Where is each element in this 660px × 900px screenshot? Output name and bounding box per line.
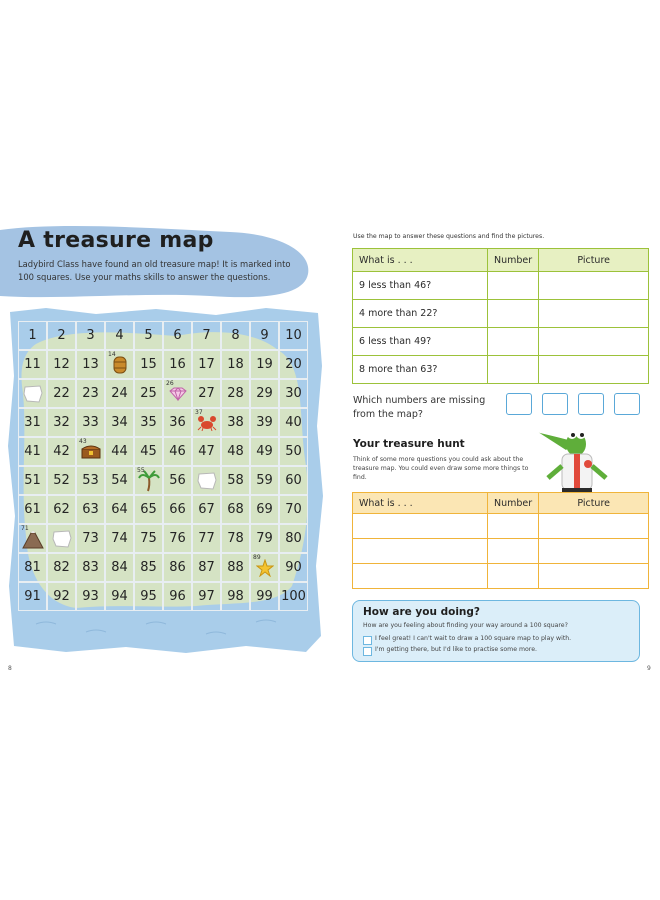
grid-cell: 93 xyxy=(76,582,105,611)
grid-cell: 85 xyxy=(134,553,163,582)
table-row xyxy=(353,356,649,384)
header-number: Number xyxy=(488,493,539,514)
missing-numbers-question xyxy=(353,394,485,422)
grid-cell: 84 xyxy=(105,553,134,582)
page-title: A treasure map xyxy=(18,228,214,253)
grid-cell: 49 xyxy=(250,437,279,466)
grid-cell: 16 xyxy=(163,350,192,379)
treasure-hunt-heading: Your treasure hunt xyxy=(353,438,465,450)
grid-cell: 2 xyxy=(47,321,76,350)
grid-cell: 51 xyxy=(18,466,47,495)
grid-cell: 24 xyxy=(105,379,134,408)
question-text: 8 more than 63? xyxy=(353,356,488,384)
grid-cell: 48 xyxy=(221,437,250,466)
page-number-left: 8 xyxy=(8,665,12,672)
grid-cell: 46 xyxy=(163,437,192,466)
grid-cell: 76 xyxy=(163,524,192,553)
grid-cell: 50 xyxy=(279,437,308,466)
grid-cell: 11 xyxy=(18,350,47,379)
treasure-hunt-text: Think of some more questions you could ask about the treasure map. You could even draw some more things to find. xyxy=(353,456,529,481)
grid-cell: 18 xyxy=(221,350,250,379)
grid-cell: 35 xyxy=(134,408,163,437)
table-row xyxy=(353,300,649,328)
picture-number-label: 26 xyxy=(166,380,174,387)
table-row xyxy=(353,272,649,300)
missing-question-line-2: from the map? xyxy=(353,409,423,420)
question-text: 6 less than 49? xyxy=(353,328,488,356)
table-row xyxy=(353,328,649,356)
grid-cell: 100 xyxy=(279,582,308,611)
grid-cell: 30 xyxy=(279,379,308,408)
barrel-icon xyxy=(112,356,128,374)
grid-cell: 59 xyxy=(250,466,279,495)
table-row xyxy=(353,514,649,539)
grid-cell: 98 xyxy=(221,582,250,611)
grid-cell: 68 xyxy=(221,495,250,524)
grid-cell: 38 xyxy=(221,408,250,437)
questions-table xyxy=(352,248,649,384)
page-number-right: 9 xyxy=(647,665,651,672)
question-text: 4 more than 22? xyxy=(353,300,488,328)
grid-cell: 75 xyxy=(134,524,163,553)
grid-cell: 90 xyxy=(279,553,308,582)
missing-question-line-1: Which numbers are missing xyxy=(353,395,486,406)
grid-cell: 4 xyxy=(105,321,134,350)
picture-number-label: 55 xyxy=(137,467,145,474)
option-feel-great: I feel great! I can't wait to draw a 100 square map to play with. xyxy=(375,635,572,642)
option-practise-more: I'm getting there, but I'd like to practise some more. xyxy=(375,646,537,653)
grid-cell: 52 xyxy=(47,466,76,495)
grid-cell: 31 xyxy=(18,408,47,437)
header-what-is: What is . . . xyxy=(353,493,488,514)
answer-picture-cell[interactable] xyxy=(539,564,649,589)
grid-cell: 40 xyxy=(279,408,308,437)
grid-cell: 3 xyxy=(76,321,105,350)
grid-cell: 36 xyxy=(163,408,192,437)
grid-cell: 53 xyxy=(76,466,105,495)
grid-cell: 73 xyxy=(76,524,105,553)
picture-cell xyxy=(105,350,134,379)
grid-cell: 83 xyxy=(76,553,105,582)
grid-cell: 44 xyxy=(105,437,134,466)
checkbox-feel-great[interactable] xyxy=(363,636,372,645)
grid-cell: 56 xyxy=(163,466,192,495)
grid-cell: 67 xyxy=(192,495,221,524)
answer-picture-cell[interactable] xyxy=(539,514,649,539)
grid-cell: 45 xyxy=(134,437,163,466)
answer-picture-cell[interactable] xyxy=(539,539,649,564)
grid-cell: 5 xyxy=(134,321,163,350)
hundred-square-grid xyxy=(18,321,308,611)
grid-cell: 41 xyxy=(18,437,47,466)
grid-cell: 99 xyxy=(250,582,279,611)
header-picture: Picture xyxy=(539,493,649,514)
grid-cell: 62 xyxy=(47,495,76,524)
grid-cell: 19 xyxy=(250,350,279,379)
answer-picture-cell[interactable] xyxy=(539,300,649,328)
answer-number-cell[interactable] xyxy=(488,300,539,328)
picture-number-label: 43 xyxy=(79,438,87,445)
answer-picture-cell[interactable] xyxy=(539,328,649,356)
blank-patch-cell xyxy=(47,524,76,553)
grid-cell: 70 xyxy=(279,495,308,524)
grid-cell: 86 xyxy=(163,553,192,582)
picture-number-label: 71 xyxy=(21,525,29,532)
treasure-hunt-table xyxy=(352,492,649,589)
grid-cell: 81 xyxy=(18,553,47,582)
grid-cell: 15 xyxy=(134,350,163,379)
picture-cell xyxy=(250,553,279,582)
crab-icon xyxy=(197,415,217,431)
grid-cell: 87 xyxy=(192,553,221,582)
header-picture: Picture xyxy=(539,249,649,272)
diamond-icon xyxy=(169,387,187,401)
blank-patch-cell xyxy=(18,379,47,408)
table-row xyxy=(353,539,649,564)
grid-cell: 69 xyxy=(250,495,279,524)
crocodile-mascot-icon xyxy=(532,420,642,498)
blank-patch-cell xyxy=(192,466,221,495)
answer-number-cell[interactable] xyxy=(488,514,539,539)
grid-cell: 7 xyxy=(192,321,221,350)
grid-cell: 1 xyxy=(18,321,47,350)
self-assessment-heading: How are you doing? xyxy=(363,606,480,618)
grid-cell: 61 xyxy=(18,495,47,524)
picture-cell xyxy=(134,466,163,495)
grid-cell: 42 xyxy=(47,437,76,466)
picture-cell xyxy=(163,379,192,408)
blank-patch-icon xyxy=(22,384,44,404)
missing-number-box[interactable] xyxy=(614,393,640,415)
blank-patch-icon xyxy=(51,529,73,549)
blank-patch-icon xyxy=(196,471,218,491)
grid-cell: 10 xyxy=(279,321,308,350)
question-cell[interactable] xyxy=(353,564,488,589)
picture-number-label: 14 xyxy=(108,351,116,358)
answer-number-cell[interactable] xyxy=(488,272,539,300)
grid-cell: 58 xyxy=(221,466,250,495)
grid-cell: 79 xyxy=(250,524,279,553)
grid-cell: 22 xyxy=(47,379,76,408)
grid-cell: 88 xyxy=(221,553,250,582)
grid-cell: 65 xyxy=(134,495,163,524)
question-text: 9 less than 46? xyxy=(353,272,488,300)
question-cell[interactable] xyxy=(353,514,488,539)
grid-cell: 97 xyxy=(192,582,221,611)
grid-cell: 94 xyxy=(105,582,134,611)
grid-cell: 96 xyxy=(163,582,192,611)
grid-cell: 34 xyxy=(105,408,134,437)
grid-cell: 95 xyxy=(134,582,163,611)
grid-cell: 74 xyxy=(105,524,134,553)
starfish-icon xyxy=(256,559,274,577)
grid-cell: 9 xyxy=(250,321,279,350)
header-what-is: What is . . . xyxy=(353,249,488,272)
picture-number-label: 37 xyxy=(195,409,203,416)
grid-cell: 28 xyxy=(221,379,250,408)
grid-cell: 66 xyxy=(163,495,192,524)
grid-cell: 13 xyxy=(76,350,105,379)
grid-cell: 82 xyxy=(47,553,76,582)
answer-picture-cell[interactable] xyxy=(539,272,649,300)
grid-cell: 25 xyxy=(134,379,163,408)
grid-cell: 12 xyxy=(47,350,76,379)
picture-cell xyxy=(192,408,221,437)
grid-cell: 32 xyxy=(47,408,76,437)
instruction-text: Use the map to answer these questions and find the pictures. xyxy=(353,233,545,240)
grid-cell: 60 xyxy=(279,466,308,495)
picture-number-label: 89 xyxy=(253,554,261,561)
missing-number-box[interactable] xyxy=(578,393,604,415)
grid-cell: 27 xyxy=(192,379,221,408)
grid-cell: 33 xyxy=(76,408,105,437)
grid-cell: 8 xyxy=(221,321,250,350)
question-cell[interactable] xyxy=(353,539,488,564)
answer-number-cell[interactable] xyxy=(488,356,539,384)
missing-number-box[interactable] xyxy=(506,393,532,415)
grid-cell: 63 xyxy=(76,495,105,524)
missing-number-box[interactable] xyxy=(542,393,568,415)
grid-cell: 92 xyxy=(47,582,76,611)
grid-cell: 54 xyxy=(105,466,134,495)
grid-cell: 91 xyxy=(18,582,47,611)
grid-cell: 78 xyxy=(221,524,250,553)
intro-text: Ladybird Class have found an old treasure map! It is marked into 100 squares. Use your maths skills to answer the questions. xyxy=(18,259,291,282)
grid-cell: 17 xyxy=(192,350,221,379)
picture-cell xyxy=(76,437,105,466)
header-number: Number xyxy=(488,249,539,272)
treasure-chest-icon xyxy=(81,445,101,459)
grid-cell: 64 xyxy=(105,495,134,524)
grid-cell: 47 xyxy=(192,437,221,466)
grid-cell: 6 xyxy=(163,321,192,350)
answer-number-cell[interactable] xyxy=(488,328,539,356)
table-row xyxy=(353,564,649,589)
grid-cell: 80 xyxy=(279,524,308,553)
grid-cell: 39 xyxy=(250,408,279,437)
answer-number-cell[interactable] xyxy=(488,564,539,589)
self-assessment-question: How are you feeling about finding your way around a 100 square? xyxy=(363,622,568,629)
grid-cell: 20 xyxy=(279,350,308,379)
grid-cell: 29 xyxy=(250,379,279,408)
checkbox-practise-more[interactable] xyxy=(363,647,372,656)
answer-number-cell[interactable] xyxy=(488,539,539,564)
grid-cell: 77 xyxy=(192,524,221,553)
answer-picture-cell[interactable] xyxy=(539,356,649,384)
grid-cell: 23 xyxy=(76,379,105,408)
picture-cell xyxy=(18,524,47,553)
